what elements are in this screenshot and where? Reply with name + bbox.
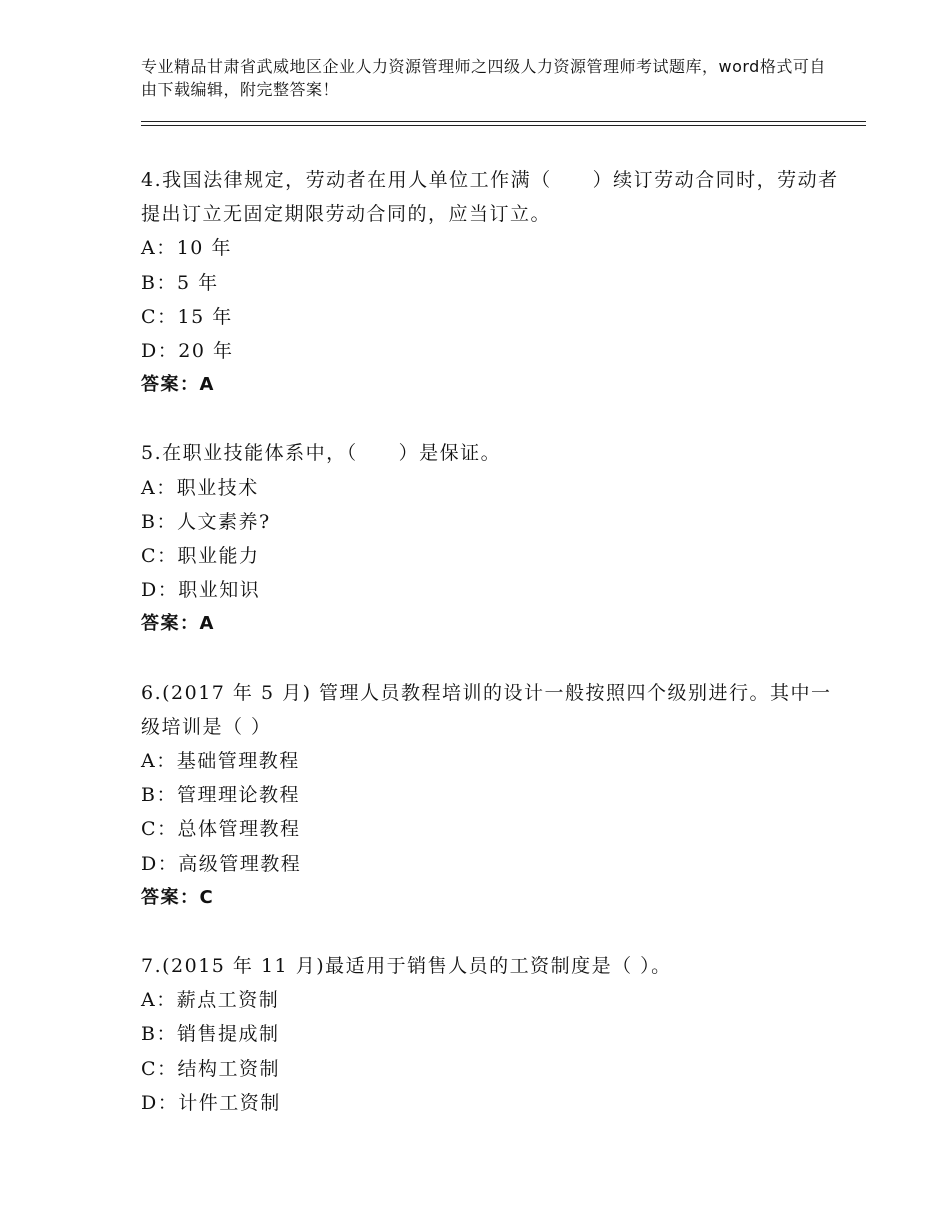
answer-label: 答案：A — [141, 374, 215, 396]
question-5 — [141, 436, 841, 641]
option-c: C：职业能力 — [141, 545, 260, 568]
question-stem: 7.(2015 年 11 月)最适用于销售人员的工资制度是（ ）。 — [141, 955, 672, 978]
option-a: A：基础管理教程 — [141, 750, 300, 773]
option-b: B：销售提成制 — [141, 1023, 280, 1046]
option-d: D：20 年 — [141, 340, 234, 363]
question-stem: 5.在职业技能体系中，（ ）是保证。 — [141, 442, 502, 465]
question-4 — [141, 163, 841, 402]
answer-label: 答案：C — [141, 886, 215, 908]
option-a: A：薪点工资制 — [141, 989, 280, 1012]
header-divider-bottom — [141, 125, 866, 126]
header-divider-top — [141, 121, 866, 122]
question-6 — [141, 676, 841, 915]
question-stem: 6.(2017 年 5 月) 管理人员教程培训的设计一般按照四个级别进行。其中一级培训是（ ） — [141, 681, 832, 738]
option-a: A：职业技术 — [141, 476, 259, 499]
option-c: C：结构工资制 — [141, 1057, 281, 1080]
option-b: B：人文素养? — [141, 510, 271, 533]
option-c: C：15 年 — [141, 305, 233, 328]
option-c: C：总体管理教程 — [141, 818, 301, 841]
document-header — [141, 55, 841, 101]
question-stem: 4.我国法律规定，劳动者在用人单位工作满（ ）续订劳动合同时，劳动者提出订立无固定期限劳动合同的，应当订立。 — [141, 169, 839, 226]
option-a: A：10 年 — [141, 237, 232, 260]
option-b: B：5 年 — [141, 271, 219, 294]
option-d: D：计件工资制 — [141, 1091, 281, 1114]
answer-label: 答案：A — [141, 613, 215, 635]
option-b: B：管理理论教程 — [141, 784, 300, 807]
question-list — [141, 163, 841, 1154]
option-d: D：高级管理教程 — [141, 852, 302, 875]
option-d: D：职业知识 — [141, 579, 261, 602]
question-7 — [141, 949, 841, 1120]
header-title: 专业精品甘肃省武威地区企业人力资源管理师之四级人力资源管理师考试题库，word格式可自由下载编辑，附完整答案！ — [141, 57, 826, 99]
